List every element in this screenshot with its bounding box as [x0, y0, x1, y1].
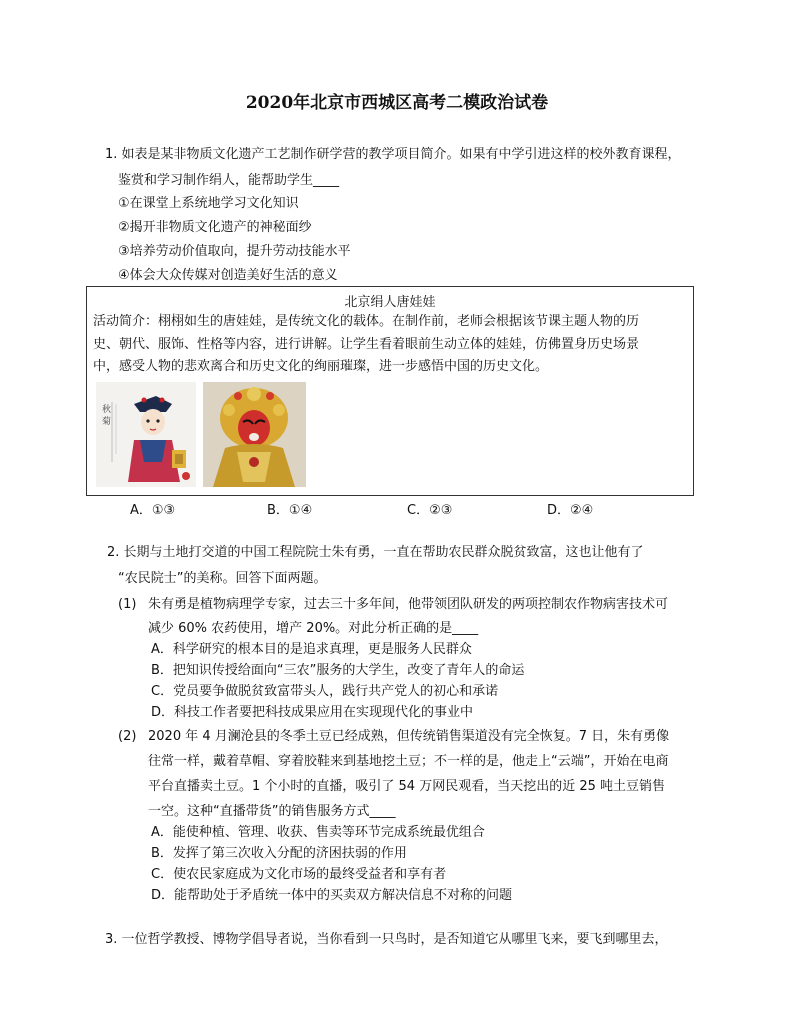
activity-text-line2: 史、朝代、服饰、性格等内容，进行讲解。让学生看着眼前生动立体的娃娃，仿佛置身历史场景 [93, 337, 640, 352]
q2-stem-line2: “农民院士”的美称。回答下面两题。 [118, 571, 327, 586]
q2-sub2-line2: 往常一样，戴着草帽、穿着胶鞋来到基地挖土豆；不一样的是，他走上“云端”，开始在电商 [148, 754, 669, 769]
q2-sub1-option-b: B．把知识传授给面向“三农”服务的大学生，改变了青年人的命运 [151, 663, 525, 678]
silk-doll-photo-left [96, 382, 196, 487]
q2-sub2-line4: 一空。这种“直播带货”的销售服务方式____ [148, 804, 396, 819]
activity-table [86, 286, 694, 496]
silk-doll-photo-right [203, 382, 306, 487]
q1-option-d: D．②④ [547, 503, 594, 518]
q3-stem-line1: 3. 一位哲学教授、博物学倡导者说，当你看到一只鸟时，是否知道它从哪里飞来，要飞到哪里去， [105, 932, 668, 947]
q2-sub2-line1: 2020 年 4 月澜沧县的冬季土豆已经成熟，但传统销售渠道没有完全恢复。7 日，朱有勇像 [148, 729, 670, 744]
q2-sub2-option-d: D．能帮助处于矛盾统一体中的买卖双方解决信息不对称的问题 [151, 888, 513, 903]
q2-sub1-option-d: D．科技工作者要把科技成果应用在实现现代化的事业中 [151, 705, 474, 720]
q2-stem-line1: 2. 长期与土地打交道的中国工程院院士朱有勇，一直在帮助农民群众脱贫致富，这也让他有了 [107, 545, 644, 560]
q2-sub1-line2: 减少 60% 农药使用，增产 20%。对此分析正确的是____ [148, 621, 479, 636]
q1-item-1: ①在课堂上系统地学习文化知识 [118, 196, 299, 211]
q2-sub1-option-c: C．党员要争做脱贫致富带头人，践行共产党人的初心和承诺 [151, 684, 499, 699]
q2-sub2-line3: 平台直播卖土豆。1 个小时的直播，吸引了 54 万网民观看，当天挖出的近 25 吨土豆销售 [148, 779, 666, 794]
q1-option-c: C．②③ [407, 503, 453, 518]
q1-item-4: ④体会大众传媒对创造美好生活的意义 [118, 268, 338, 283]
q1-item-3: ③培养劳动价值取向，提升劳动技能水平 [118, 244, 351, 259]
q1-stem-line2: 鉴赏和学习制作绢人，能帮助学生____ [118, 173, 340, 188]
svg-text:菊: 菊 [102, 417, 112, 427]
q2-sub2-number: (2) [118, 729, 137, 744]
svg-text:秋: 秋 [102, 405, 112, 415]
q2-sub1-option-a: A．科学研究的根本目的是追求真理，更是服务人民群众 [151, 642, 472, 657]
q1-option-b: B．①④ [267, 503, 313, 518]
q2-sub2-option-b: B．发挥了第三次收入分配的济困扶弱的作用 [151, 846, 407, 861]
q2-sub1-line1: 朱有勇是植物病理学专家，过去三十多年间，他带领团队研发的两项控制农作物病害技术可 [148, 597, 669, 612]
page-title: 2020年北京市西城区高考二模政治试卷 [245, 93, 549, 113]
q2-sub2-option-c: C．使农民家庭成为文化市场的最终受益者和享有者 [151, 867, 447, 882]
q1-item-2: ②揭开非物质文化遗产的神秘面纱 [118, 220, 312, 235]
q2-sub1-number: (1) [118, 597, 137, 612]
q1-option-a: A．①③ [130, 503, 176, 518]
activity-table-title: 北京绢人唐娃娃 [344, 295, 436, 310]
q1-stem-line1: 1. 如表是某非物质文化遗产工艺制作研学营的教学项目简介。如果有中学引进这样的校外教育课程， [105, 147, 681, 162]
activity-text-line1: 活动简介：栩栩如生的唐娃娃，是传统文化的载体。在制作前，老师会根据该节课主题人物的历 [93, 314, 640, 329]
q2-sub2-option-a: A．能使种植、管理、收获、售卖等环节完成系统最优组合 [151, 825, 485, 840]
activity-text-line3: 中，感受人物的悲欢离合和历史文化的绚丽璀璨，进一步感悟中国的历史文化。 [93, 359, 549, 374]
